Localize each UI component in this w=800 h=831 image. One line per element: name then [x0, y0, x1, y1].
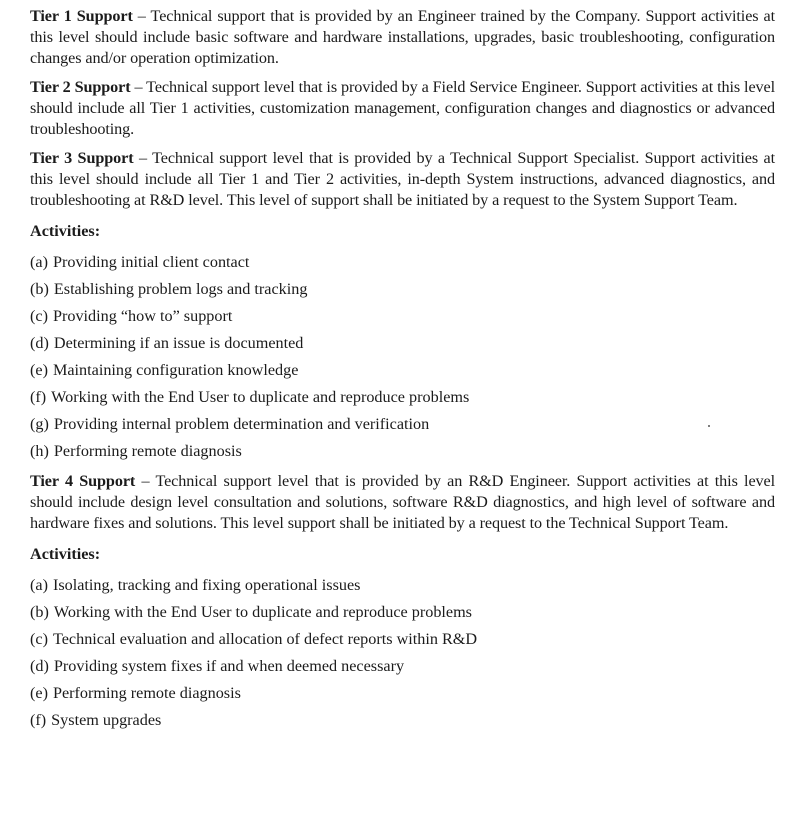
tier4-paragraph — [30, 471, 775, 534]
list-item — [30, 708, 775, 732]
list-marker: (a) — [30, 576, 48, 594]
tier2-term: Tier 2 Support — [30, 78, 131, 96]
list-item — [30, 277, 775, 301]
list-item — [30, 439, 775, 463]
tier3-paragraph — [30, 148, 775, 211]
list-item-text: Determining if an issue is documented — [53, 334, 304, 352]
list-marker: (f) — [30, 711, 47, 729]
tier1-term: Tier 1 Support — [30, 7, 133, 25]
list-item — [30, 600, 775, 624]
list-item — [30, 627, 775, 651]
list-item-text: Maintaining configuration knowledge — [52, 361, 299, 379]
document-page — [30, 6, 775, 740]
tier1-description: – Technical support that is provided by an Engineer trained by the Company. Support activities at this level should include basic software and hardware installations, upgrades, basic troubleshooting, configuration changes and/or operation optimization. — [30, 7, 776, 67]
list-marker: (h) — [30, 442, 49, 460]
tier4-activities-list — [30, 573, 775, 732]
list-marker: (e) — [30, 684, 48, 702]
tier4-description: – Technical support level that is provided by an R&D Engineer. Support activities at this level should include design level consultation and solutions, software R&D diagnostics, and high level of software and hardware fixes and solutions. This level support shall be initiated by a request to the Technical Support Team. — [30, 472, 775, 532]
list-marker: (c) — [30, 307, 48, 325]
list-item-text: Providing initial client contact — [52, 253, 250, 271]
list-item-text: Performing remote diagnosis — [53, 442, 242, 460]
list-marker: (g) — [30, 415, 49, 433]
list-item-text: Providing system fixes if and when deemed necessary — [53, 657, 405, 675]
tier2-description: – Technical support level that is provided by a Field Service Engineer. Support activities at this level should include all Tier 1 activities, customization management, configuration changes and diagnostics or advanced troubleshooting. — [30, 78, 776, 138]
tier2-paragraph — [30, 77, 775, 140]
list-marker: (a) — [30, 253, 48, 271]
tier4-activities-heading: Activities: — [30, 545, 101, 563]
list-item — [30, 250, 775, 274]
list-item-text: Providing “how to” support — [52, 307, 233, 325]
list-marker: (c) — [30, 630, 48, 648]
list-marker: (d) — [30, 657, 49, 675]
list-item-text: Working with the End User to duplicate and reproduce problems — [53, 603, 472, 621]
list-marker: (b) — [30, 280, 49, 298]
list-item-text: System upgrades — [51, 711, 162, 729]
list-item-text: Working with the End User to duplicate and reproduce problems — [51, 388, 470, 406]
tier3-term: Tier 3 Support — [30, 149, 134, 167]
tier3-activities-list — [30, 250, 775, 463]
list-item-text: Technical evaluation and allocation of defect reports within R&D — [52, 630, 478, 648]
list-item — [30, 573, 775, 597]
list-item-text: Establishing problem logs and tracking — [53, 280, 308, 298]
list-item — [30, 304, 775, 328]
list-marker: (e) — [30, 361, 48, 379]
list-item-text: Performing remote diagnosis — [52, 684, 241, 702]
list-item — [30, 412, 775, 436]
tier1-paragraph — [30, 6, 775, 69]
list-item-text: Isolating, tracking and fixing operational issues — [52, 576, 361, 594]
list-item-text: Providing internal problem determination and verification — [53, 415, 430, 433]
tier3-description: – Technical support level that is provided by a Technical Support Specialist. Support activities at this level should include all Tier 1 and Tier 2 activities, in-depth System instructions, advanced diagnostics, and troubleshooting at R&D level. This level of support shall be initiated by a request to the System Support Team. — [30, 149, 775, 209]
scan-speck — [708, 425, 710, 427]
list-item — [30, 654, 775, 678]
list-marker: (b) — [30, 603, 49, 621]
list-marker: (f) — [30, 388, 47, 406]
tier4-term: Tier 4 Support — [30, 472, 136, 490]
list-item — [30, 331, 775, 355]
list-item — [30, 385, 775, 409]
list-item — [30, 358, 775, 382]
tier3-activities-heading: Activities: — [30, 222, 101, 240]
list-marker: (d) — [30, 334, 49, 352]
list-item — [30, 681, 775, 705]
